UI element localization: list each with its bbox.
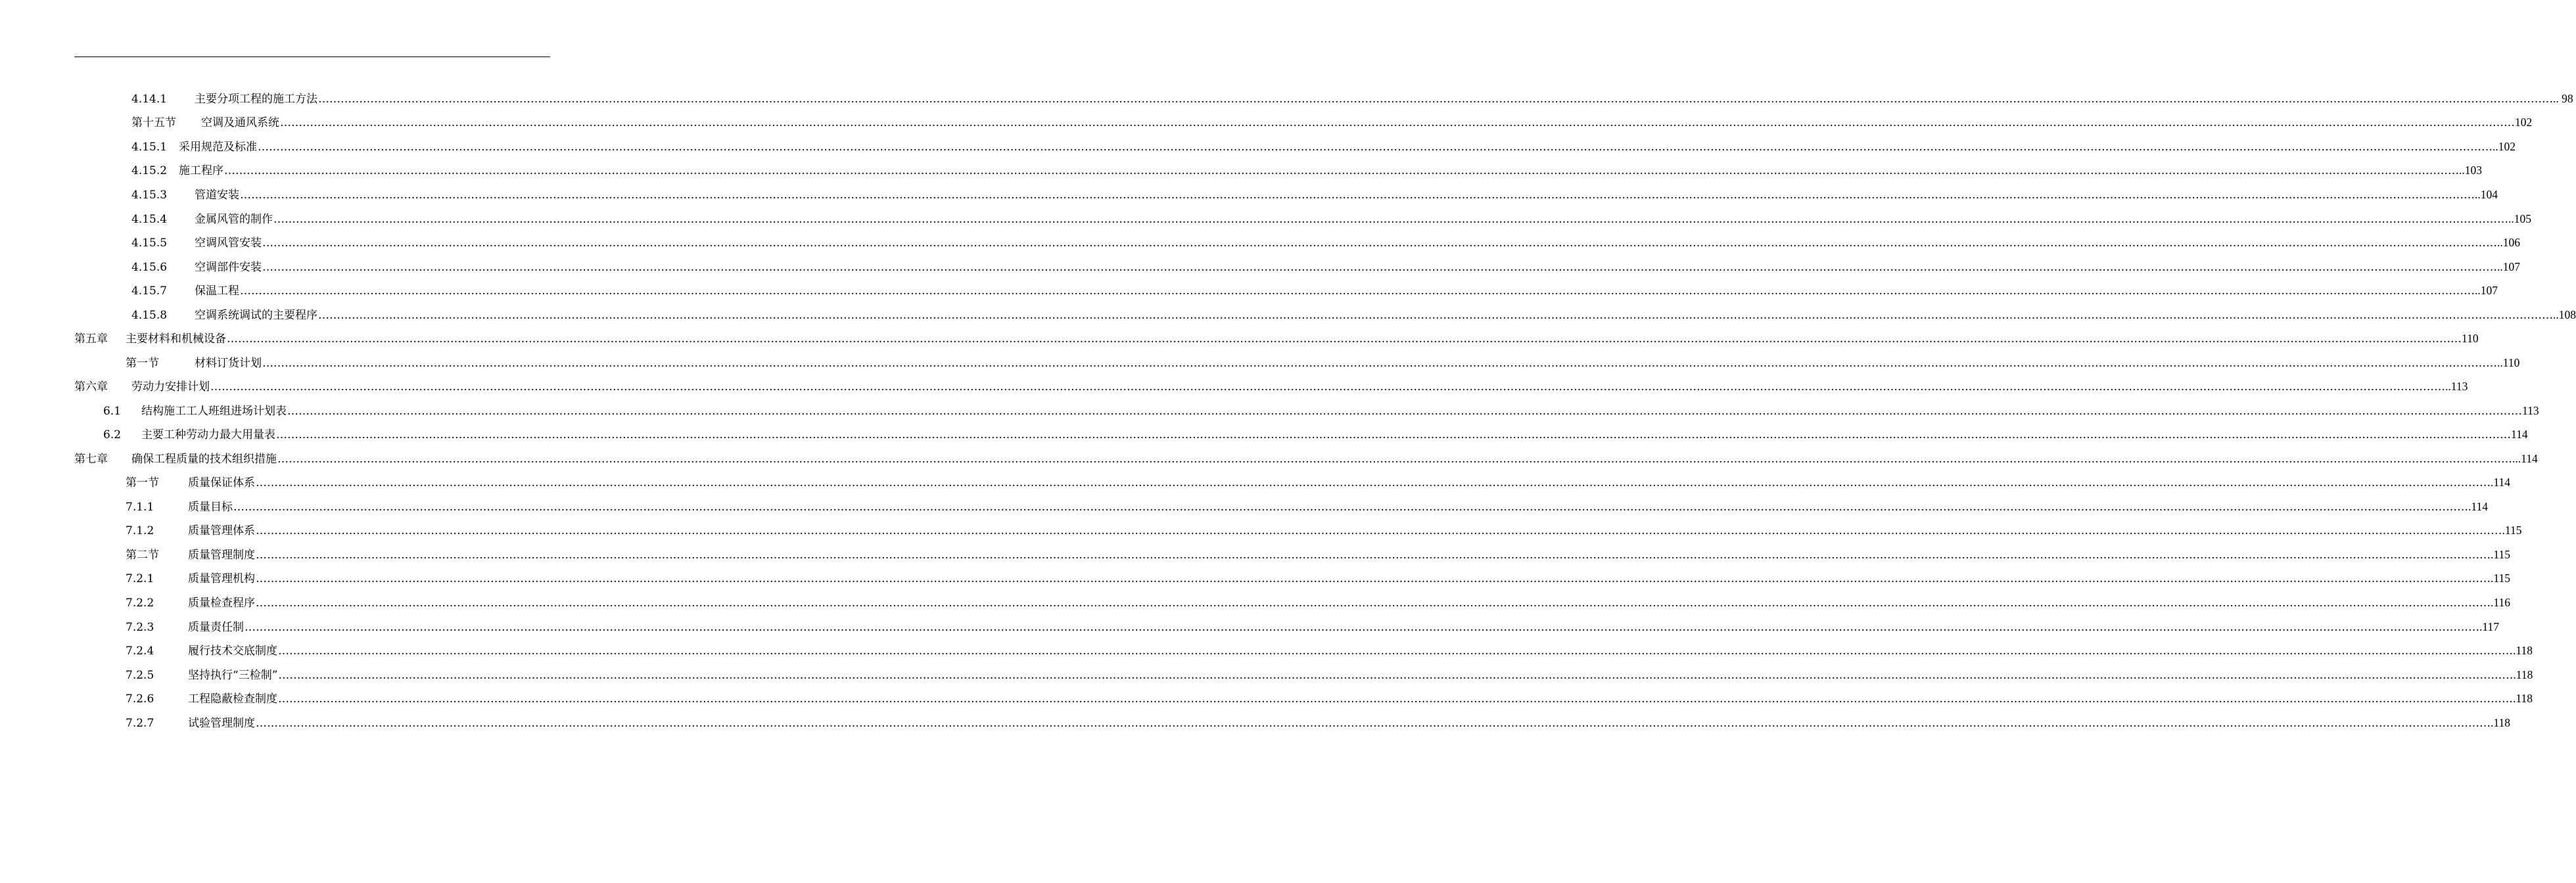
toc-entry-title: 履行技术交底制度 [188,645,277,658]
toc-entry-number: 4.15.6 [131,261,168,274]
toc-entry-number: 第七章 [74,453,108,466]
toc-entry[interactable] [103,426,2528,442]
toc-entry[interactable] [131,114,2533,130]
toc-entry-title: 劳动力安排计划 [131,380,210,394]
toc-dot-leader: …………………………………………………………………………………………………………………………………………………………………………………………………………………………………………………………………………………………………………………………………………………………………………………………………………………………………………………………………………………………………………………………………………………… [245,621,2479,634]
toc-entry-number: 7.2.1 [126,572,154,585]
toc-entry-page: ..106 [2497,236,2520,249]
toc-entry[interactable] [131,235,2520,250]
toc-dot-leader: …………………………………………………………………………………………………………………………………………………………………………………………………………………………………………………………………………………………………………………………………………………………………………………………………………………………………………………………………………………………………………………………………………………… [280,116,2515,129]
toc-entry-page: ..110 [2497,356,2520,369]
toc-entry-number: 4.15.3 [131,189,168,202]
toc-entry-title: 质量检查程序 [188,597,255,610]
toc-entry-number: 第一节 [126,476,159,489]
toc-entry[interactable] [126,474,2510,490]
toc-entry-page: ..105 [2508,212,2531,225]
toc-entry-page: .114 [2491,476,2510,489]
toc-entry-title: 工程隐蔽检查制度 [188,692,277,706]
toc-entry-page: .118 [2513,668,2533,681]
toc-dot-leader: …………………………………………………………………………………………………………………………………………………………………………………………………………………………………………………………………………………………………………………………………………………………………………………………………………………………………………………………………………………………………………………………………………………… [277,453,2512,466]
toc-entry-number: 4.15.8 [131,309,168,322]
toc-dot-leader: …………………………………………………………………………………………………………………………………………………………………………………………………………………………………………………………………………………………………………………………………………………………………………………………………………………………………………………………………………………………………………………………………………………… [256,717,2491,730]
toc-entry-page: ..104 [2475,188,2498,201]
toc-entry-page: .117 [2479,620,2499,633]
toc-dot-leader: …………………………………………………………………………………………………………………………………………………………………………………………………………………………………………………………………………………………………………………………………………………………………………………………………………………………………………………………………………………………………………………………………………………… [262,357,2497,370]
toc-entry-page: .118 [2491,716,2510,729]
toc-entry-page: .115 [2491,572,2510,585]
toc-entry-number: 4.15.4 [131,213,168,226]
toc-entry[interactable] [126,570,2510,586]
toc-entry-number: 第五章 [74,332,108,346]
toc-dot-leader: …………………………………………………………………………………………………………………………………………………………………………………………………………………………………………………………………………………………………………………………………………………………………………………………………………………………………………………………………………………………………………………………………………………… [240,189,2475,202]
toc-entry-title: 坚持执行“三检制” [188,669,278,682]
toc-entry-title: 主要分项工程的施工方法 [195,93,317,106]
toc-dot-leader: …………………………………………………………………………………………………………………………………………………………………………………………………………………………………………………………………………………………………………………………………………………………………………………………………………………………………………………………………………………………………………………………………………………… [262,261,2497,274]
toc-entry-number: 7.2.3 [126,621,154,634]
toc-entry[interactable] [126,355,2520,371]
toc-entry-number: 7.2.4 [126,645,154,658]
toc-dot-leader: …………………………………………………………………………………………………………………………………………………………………………………………………………………………………………………………………………………………………………………………………………………………………………………………………………………………………………………………………………………………………………………………………………………… [256,524,2491,537]
toc-dot-leader: …………………………………………………………………………………………………………………………………………………………………………………………………………………………………………………………………………………………………………………………………………………………………………………………………………………………………………………………………………………………………………………………………………………… [256,549,2491,562]
toc-entry[interactable] [131,162,2482,178]
toc-dot-leader: …………………………………………………………………………………………………………………………………………………………………………………………………………………………………………………………………………………………………………………………………………………………………………………………………………………………………………………………………………………………………………………………………………………… [233,501,2468,514]
toc-entry-title: 质量目标 [188,501,233,514]
toc-entry-title: 结构施工工人班组进场计划表 [141,405,287,418]
toc-entry-number: 7.2.6 [126,692,154,706]
toc-entry[interactable] [126,522,2522,538]
toc-entry-title: 空调及通风系统 [201,116,279,129]
toc-entry[interactable] [131,187,2498,202]
toc-dot-leader: …………………………………………………………………………………………………………………………………………………………………………………………………………………………………………………………………………………………………………………………………………………………………………………………………………………………………………………………………………………………………………………………………………………… [227,332,2462,346]
toc-entry-page: ..107 [2475,284,2498,297]
toc-entry-page: 102 [2515,116,2533,129]
toc-entry-number: 6.1 [103,405,122,418]
toc-dot-leader: …………………………………………………………………………………………………………………………………………………………………………………………………………………………………………………………………………………………………………………………………………………………………………………………………………………………………………………………………………………………………………………………………………………… [256,572,2491,585]
toc-entry-title: 质量管理体系 [188,524,255,537]
toc-entry-title: 施工程序 [179,164,223,177]
toc-entry[interactable] [74,330,2479,346]
toc-entry-number: 第六章 [74,380,108,394]
toc-dot-leader: …………………………………………………………………………………………………………………………………………………………………………………………………………………………………………………………………………………………………………………………………………………………………………………………………………………………………………………………………………………………………………………………………………………… [318,93,2553,106]
toc-entry[interactable] [74,451,2538,466]
toc-dot-leader: …………………………………………………………………………………………………………………………………………………………………………………………………………………………………………………………………………………………………………………………………………………………………………………………………………………………………………………………………………………………………………………………………………………… [256,597,2491,610]
toc-dot-leader: …………………………………………………………………………………………………………………………………………………………………………………………………………………………………………………………………………………………………………………………………………………………………………………………………………………………………………………………………………………………………………………………………………………… [278,692,2513,706]
toc-entry-title: 金属风管的制作 [195,213,273,226]
toc-entry-number: 第一节 [126,357,159,370]
toc-entry-title: 主要工种劳动力最大用量表 [141,428,275,442]
toc-entry-page: 113 [2522,404,2539,417]
toc-entry-page: .118 [2513,692,2533,705]
toc-entry[interactable] [126,691,2533,706]
toc-entry-page: ..108 [2553,308,2576,321]
toc-entry[interactable] [126,547,2510,562]
toc-entry-number: 7.2.2 [126,597,154,610]
toc-entry-page: .114 [2468,500,2488,513]
toc-entry-title: 空调部件安装 [195,261,262,274]
toc-entry-number: 7.2.5 [126,669,154,682]
toc-entry-number: 4.15.5 [131,237,168,250]
toc-entry-title: 质量责任制 [188,621,244,634]
toc-entry-title: 试验管理制度 [188,717,255,730]
toc-dot-leader: …………………………………………………………………………………………………………………………………………………………………………………………………………………………………………………………………………………………………………………………………………………………………………………………………………………………………………………………………………………………………………………………………………………… [224,164,2459,177]
toc-entry-title: 管道安装 [195,189,239,202]
toc-dot-leader: …………………………………………………………………………………………………………………………………………………………………………………………………………………………………………………………………………………………………………………………………………………………………………………………………………………………………………………………………………………………………………………………………………………… [287,405,2522,418]
toc-entry-title: 质量管理机构 [188,572,255,585]
toc-entry-number: 4.15.1 [131,141,168,154]
toc-entry-page: ...114 [2512,452,2538,465]
toc-entry-title: 空调系统调试的主要程序 [195,309,317,322]
toc-entry[interactable] [126,715,2510,731]
toc-dot-leader: …………………………………………………………………………………………………………………………………………………………………………………………………………………………………………………………………………………………………………………………………………………………………………………………………………………………………………………………………………………………………………………………………………………… [258,141,2493,154]
toc-entry[interactable] [126,619,2499,635]
toc-entry-page: ..113 [2445,380,2468,393]
toc-entry-number: 4.14.1 [131,93,168,106]
toc-entry[interactable] [131,91,2573,106]
toc-entry-number: 第十五节 [131,116,176,129]
toc-dot-leader: …………………………………………………………………………………………………………………………………………………………………………………………………………………………………………………………………………………………………………………………………………………………………………………………………………………………………………………………………………………………………………………………………………………… [278,645,2513,658]
toc-entry[interactable] [126,595,2510,610]
toc-dot-leader: …………………………………………………………………………………………………………………………………………………………………………………………………………………………………………………………………………………………………………………………………………………………………………………………………………………………………………………………………………………………………………………………………………………… [256,476,2491,489]
toc-entry[interactable] [131,283,2498,298]
toc-entry-page: .. 98 [2553,92,2573,105]
toc-dot-leader: …………………………………………………………………………………………………………………………………………………………………………………………………………………………………………………………………………………………………………………………………………………………………………………………………………………………………………………………………………………………………………………………………………………… [276,428,2511,442]
toc-entry-number: 4.15.2 [131,164,168,177]
toc-entry-page: ..102 [2493,140,2516,153]
toc-entry-title: 采用规范及标准 [179,141,257,154]
toc-entry-title: 保温工程 [195,284,239,298]
toc-entry-page: 110 [2462,332,2479,345]
toc-entry[interactable] [103,403,2539,419]
toc-entry-number: 7.1.1 [126,501,154,514]
toc-dot-leader: …………………………………………………………………………………………………………………………………………………………………………………………………………………………………………………………………………………………………………………………………………………………………………………………………………………………………………………………………………………………………………………………………………………… [210,380,2445,394]
toc-entry-number: 4.15.7 [131,284,168,298]
toc-entry[interactable] [74,378,2468,394]
toc-dot-leader: …………………………………………………………………………………………………………………………………………………………………………………………………………………………………………………………………………………………………………………………………………………………………………………………………………………………………………………………………………………………………………………………………………………… [262,237,2497,250]
toc-entry-title: 确保工程质量的技术组织措施 [131,453,277,466]
toc-entry-page: .115 [2491,548,2510,561]
toc-entry-title: 质量管理制度 [188,549,255,562]
toc-entry-title: 材料订货计划 [195,357,262,370]
toc-entry-page: ..107 [2497,260,2520,273]
toc-entry-number: 6.2 [103,428,122,442]
toc-entry-number: 第二节 [126,549,159,562]
toc-entry-title: 空调风管安装 [195,237,262,250]
toc-entry[interactable] [126,643,2533,658]
toc-entry[interactable] [126,667,2533,683]
toc-entry-page: 114 [2511,428,2528,441]
toc-dot-leader: …………………………………………………………………………………………………………………………………………………………………………………………………………………………………………………………………………………………………………………………………………………………………………………………………………………………………………………………………………………………………………………………………………………… [318,309,2553,322]
toc-entry-page: ….115 [2491,524,2522,537]
toc-entry-page: ..103 [2459,164,2482,177]
toc-entry-title: 主要材料和机械设备 [126,332,226,346]
toc-entry[interactable] [126,499,2488,514]
toc-entry[interactable] [131,307,2576,323]
toc-dot-leader: …………………………………………………………………………………………………………………………………………………………………………………………………………………………………………………………………………………………………………………………………………………………………………………………………………………………………………………………………………………………………………………………………………………… [273,213,2508,226]
toc-entry-page: .118 [2513,644,2533,657]
toc-entry[interactable] [131,139,2516,154]
toc-dot-leader: …………………………………………………………………………………………………………………………………………………………………………………………………………………………………………………………………………………………………………………………………………………………………………………………………………………………………………………………………………………………………………………………………………………… [240,284,2475,298]
toc-entry-title: 质量保证体系 [188,476,255,489]
toc-entry-page: .116 [2491,596,2510,609]
toc-entry[interactable] [131,211,2531,227]
toc-entry[interactable] [131,259,2520,275]
toc-entry-number: 7.1.2 [126,524,154,537]
toc-dot-leader: …………………………………………………………………………………………………………………………………………………………………………………………………………………………………………………………………………………………………………………………………………………………………………………………………………………………………………………………………………………………………………………………………………………… [278,669,2514,682]
toc-entry-number: 7.2.7 [126,717,154,730]
